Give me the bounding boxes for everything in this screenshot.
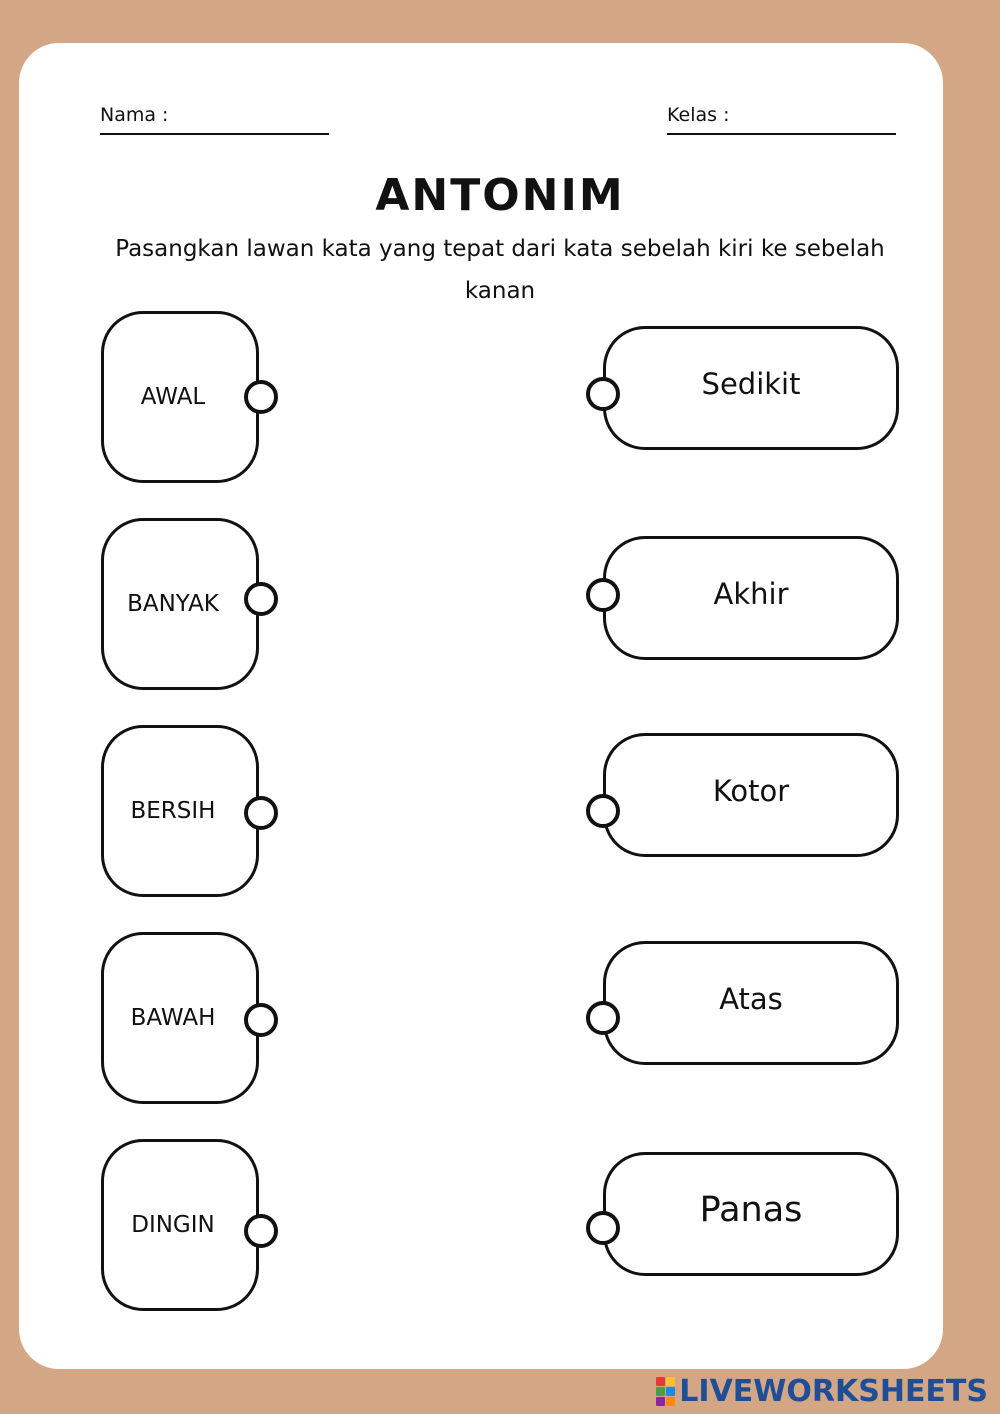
kelas-field[interactable] (667, 101, 896, 135)
right-word-box (603, 536, 899, 660)
left-word-box (101, 932, 259, 1104)
left-word: AWAL (140, 384, 206, 410)
right-word-box (603, 326, 899, 450)
nama-label: Nama : (100, 104, 169, 126)
logo-cell (666, 1377, 675, 1386)
right-word: Akhir (713, 577, 789, 611)
worksheet-title: ANTONIM (375, 170, 625, 221)
logo-cell (656, 1377, 665, 1386)
logo-cell (666, 1397, 675, 1406)
right-word-box (603, 733, 899, 857)
left-word: DINGIN (131, 1212, 215, 1238)
left-word-box (101, 725, 259, 897)
right-word-box (603, 1152, 899, 1276)
left-word-box (101, 1139, 259, 1311)
left-connector-dot[interactable] (244, 796, 278, 830)
right-connector-dot[interactable] (586, 1001, 620, 1035)
liveworksheets-watermark[interactable] (656, 1374, 988, 1409)
left-connector-dot[interactable] (244, 1214, 278, 1248)
nama-field[interactable] (100, 101, 329, 135)
logo-cell (656, 1387, 665, 1396)
right-word: Atas (719, 982, 783, 1016)
left-word-box (101, 311, 259, 483)
liveworksheets-logo-icon (656, 1377, 675, 1406)
left-word: BAWAH (130, 1005, 216, 1031)
logo-cell (666, 1387, 675, 1396)
instruction-text: Pasangkan lawan kata yang tepat dari kata sebelah kiri ke sebelah kanan (115, 236, 885, 304)
right-word: Sedikit (701, 367, 801, 401)
left-connector-dot[interactable] (244, 380, 278, 414)
left-word: BANYAK (127, 591, 219, 617)
logo-cell (656, 1397, 665, 1406)
right-word: Panas (699, 1190, 803, 1230)
kelas-label: Kelas : (667, 104, 730, 126)
watermark-text: LIVEWORKSHEETS (679, 1374, 988, 1409)
right-word: Kotor (712, 774, 790, 808)
left-word-box (101, 518, 259, 690)
right-connector-dot[interactable] (586, 578, 620, 612)
right-word-box (603, 941, 899, 1065)
right-connector-dot[interactable] (586, 1211, 620, 1245)
left-word: BERSIH (130, 798, 216, 824)
right-connector-dot[interactable] (586, 377, 620, 411)
right-connector-dot[interactable] (586, 794, 620, 828)
left-connector-dot[interactable] (244, 1003, 278, 1037)
left-connector-dot[interactable] (244, 582, 278, 616)
